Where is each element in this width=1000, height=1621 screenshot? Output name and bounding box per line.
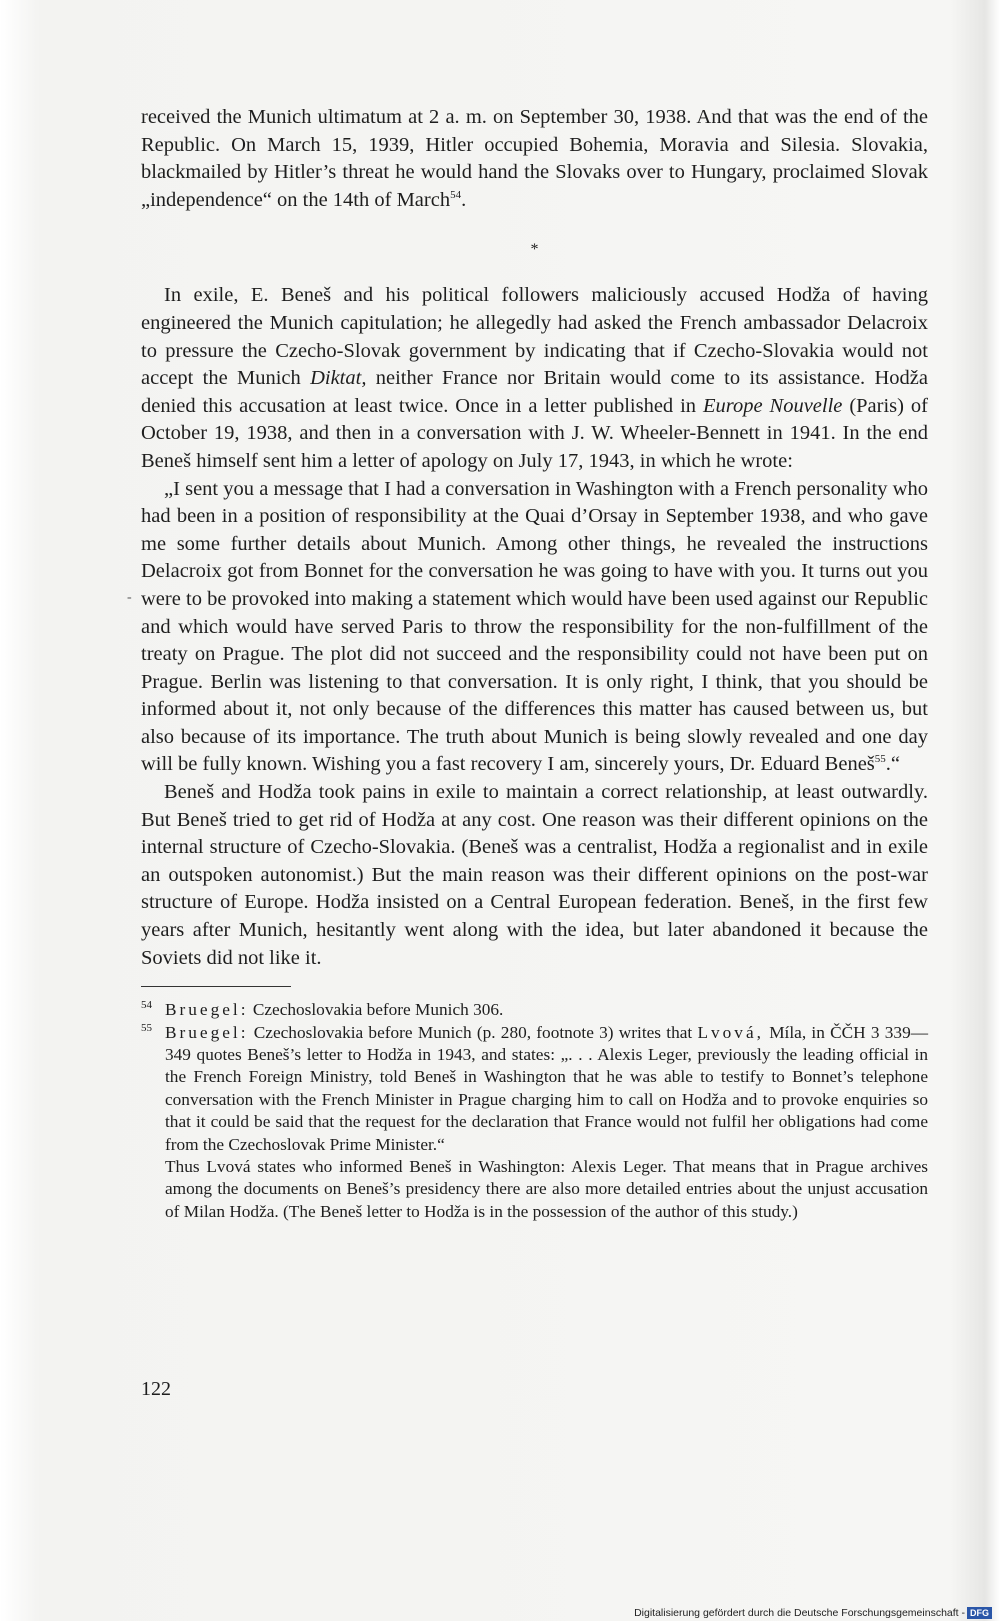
paragraph-benes-hodza-relationship: Beneš and Hodža took pains in exile to maintain a correct relationship, at least outwardly. But Beneš tried to get rid of Hodža at any cost. One reason was their different opinions on the internal structure of Czecho-Slovakia. (Beneš was a centralist, Hodža a regionalist and in exile an outspoken autonomist.) But the main reason was their different opinions on the post-war structure of Europe. Hodža insisted on a Central European federation. Beneš, in the first few years after Munich, hesitantly went along with the idea, but later abandoned it because the Soviets did not like it. xyxy=(141,781,928,969)
digitization-footer xyxy=(634,1607,992,1619)
page-number: 122 xyxy=(141,1378,171,1400)
italic-europe-nouvelle: Europe Nouvelle xyxy=(703,394,843,417)
footnote-author: Bruegel: xyxy=(165,1000,249,1020)
paragraph-exile-accusation: In exile, E. Beneš and his political followers maliciously accused Hodža of having engineered the Munich capitulation; he allegedly had asked the French ambassador Delacroix to pressure the Czecho-Slovak government by indicating that if Czecho-Slovakia would not accept the Munich Diktat, neither France nor Britain would come to its assistance. Hodža denied this accusation at least twice. Once in a letter published in Europe Nouvelle (Paris) of October 19, 1938, and then in a conversation with J. W. Wheeler-Bennett in 1941. In the end Beneš himself sent him a letter of apology on July 17, 1943, in which he wrote: xyxy=(141,284,928,472)
footnote-54: $^{54}$ Bruegel: Czechoslovakia before Munich 306. xyxy=(141,999,504,1020)
footnote-author-lvova: Lvová, xyxy=(697,1022,764,1042)
footnote-number-55: 55 xyxy=(141,1021,152,1034)
footnote-number-54: 54 xyxy=(141,999,152,1012)
page-body xyxy=(141,104,928,1223)
footnote-author: Bruegel: xyxy=(165,1022,249,1042)
quoted-letter: „I sent you a message that I had a conversation in Washington with a French personality who had been in a position of responsibility at the Quai d’Orsay in September 1938, and who gave me some further details about Munich. Among other things, he revealed the instructions Delacroix got from Bonnet for the conversation he was going to have with you. It turns out you were to be provoked into making a statement which would have been used against our Republic and which would have served Paris to throw the responsibility for the non-fulfillment of the treaty on Prague. The plot did not succeed and the responsibility could not have been put on Prague. Berlin was listening to that conversation. It is only right, I think, that you should be informed about it, not only because of the differences this matter has caused between us, but also because of its importance. The truth about Munich is being slowly revealed and one day will be fully known. Wishing you a fast recovery I am, sincerely yours, Dr. Eduard Beneš$^{55}$.“ xyxy=(141,477,928,776)
footnote-55: $^{55}$ Bruegel: Czechoslovakia before Munich (p. 280, footnote 3) writes that Lvová, Míla, in ČČH 3 339—349 quotes Beneš’s letter to Hodža in 1943, and states: „. . . Alexis Leger, previously the leading official in the French Foreign Ministry, told Beneš in Washington that he was able to testify to Bonnet’s telephone conversation with the French Minister in Prague charging him to call on Hodža and to provoke enquiries so that it could be said that the request for the declaration that France would not fulfil her obligations had come from the Czechoslovak Prime Minister.“ xyxy=(141,1021,928,1154)
footnote-ref-54[interactable]: 54 xyxy=(450,188,462,201)
footer-text: Digitalisierung gefördert durch die Deutsche Forschungsgemeinschaft - xyxy=(634,1607,965,1619)
dfg-logo[interactable]: DFG xyxy=(967,1607,992,1619)
section-separator: * xyxy=(530,241,539,259)
margin-mark: - xyxy=(127,590,132,605)
footnote-ref-55[interactable]: 55 xyxy=(874,753,886,766)
footnote-55-continuation: Thus Lvová states who informed Beneš in Washington: Alexis Leger. That means that in Prague archives among the documents on Beneš’s presidency there are also more detailed entries about the unjust accusation of Milan Hodža. (The Beneš letter to Hodža is in the possession of the author of this study.) xyxy=(165,1157,928,1221)
paragraph-munich-ultimatum: received the Munich ultimatum at 2 a. m. on September 30, 1938. And that was the end of the Republic. On March 15, 1939, Hitler occupied Bohemia, Moravia and Silesia. Slovakia, blackmailed by Hitler’s threat he would hand the Slovaks over to Hungary, proclaimed Slovak „independence“ on the 14th of March$^{54}$. xyxy=(141,106,928,211)
italic-diktat: Diktat, xyxy=(310,367,367,390)
footnote-divider xyxy=(141,986,291,987)
